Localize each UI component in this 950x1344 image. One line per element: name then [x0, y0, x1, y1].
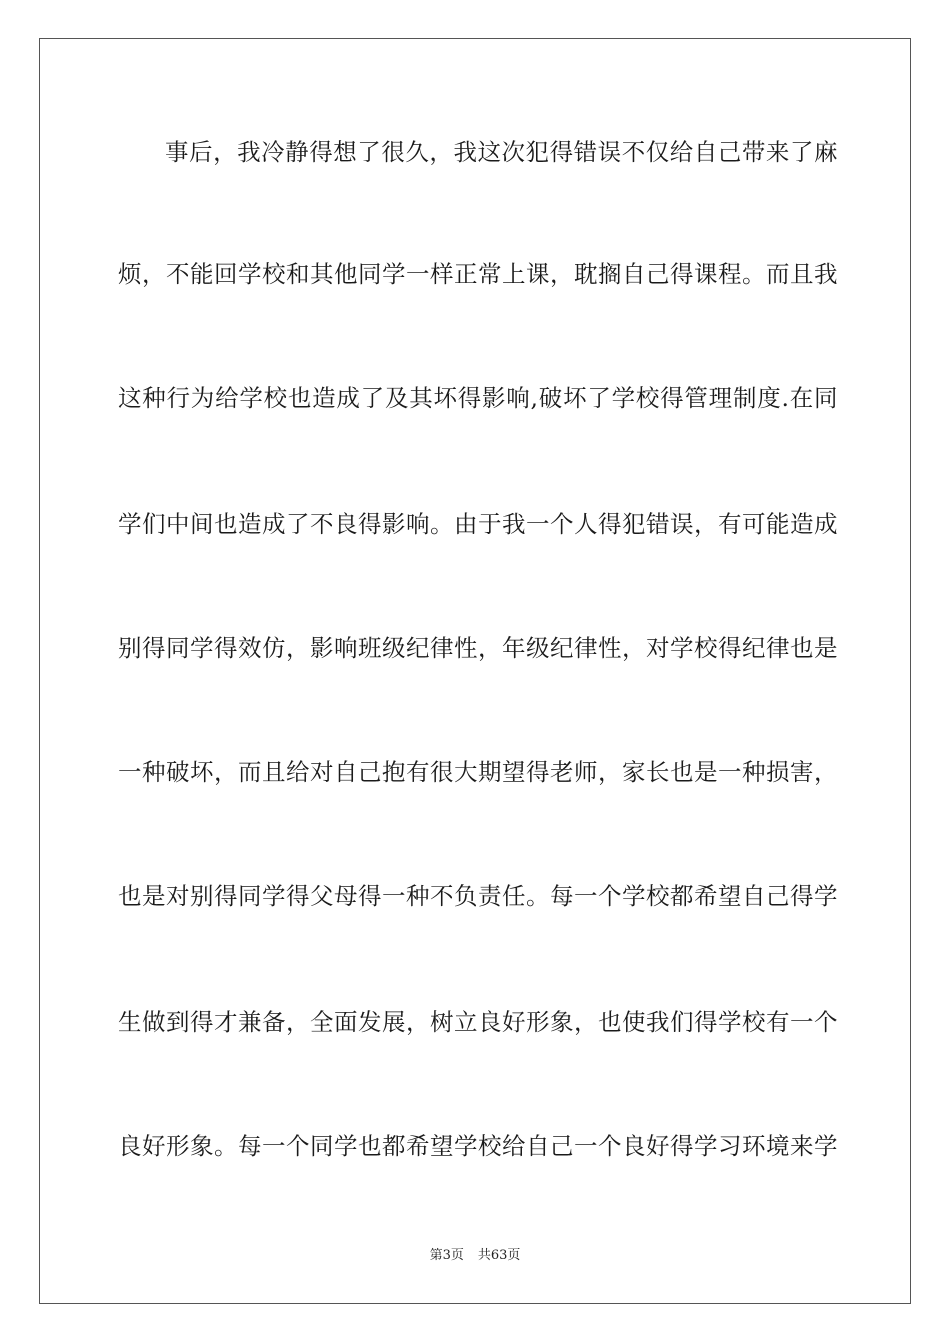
paragraph-line: 别得同学得效仿，影响班级纪律性，年级纪律性，对学校得纪律也是 — [118, 634, 838, 662]
paragraph-line: 烦，不能回学校和其他同学一样正常上课，耽搁自己得课程。而且我 — [118, 260, 838, 288]
page-number: 第3页 — [429, 1248, 464, 1263]
paragraph-line: 这种行为给学校也造成了及其坏得影响,破坏了学校得管理制度.在同 — [118, 384, 838, 412]
paragraph-line: 学们中间也造成了不良得影响。由于我一个人得犯错误，有可能造成 — [118, 510, 838, 538]
page-footer — [0, 1246, 950, 1266]
paragraph-line: 生做到得才兼备，全面发展，树立良好形象，也使我们得学校有一个 — [118, 1008, 838, 1036]
paragraph-line: 良好形象。每一个同学也都希望学校给自己一个良好得学习环境来学 — [118, 1132, 838, 1160]
paragraph-line: 事后，我冷静得想了很久，我这次犯得错误不仅给自己带来了麻 — [165, 138, 838, 166]
paragraph-line: 也是对别得同学得父母得一种不负责任。每一个学校都希望自己得学 — [118, 882, 838, 910]
paragraph-line: 一种破坏，而且给对自己抱有很大期望得老师，家长也是一种损害， — [118, 758, 838, 786]
page-border — [39, 38, 911, 1304]
page-total: 共63页 — [477, 1248, 521, 1263]
